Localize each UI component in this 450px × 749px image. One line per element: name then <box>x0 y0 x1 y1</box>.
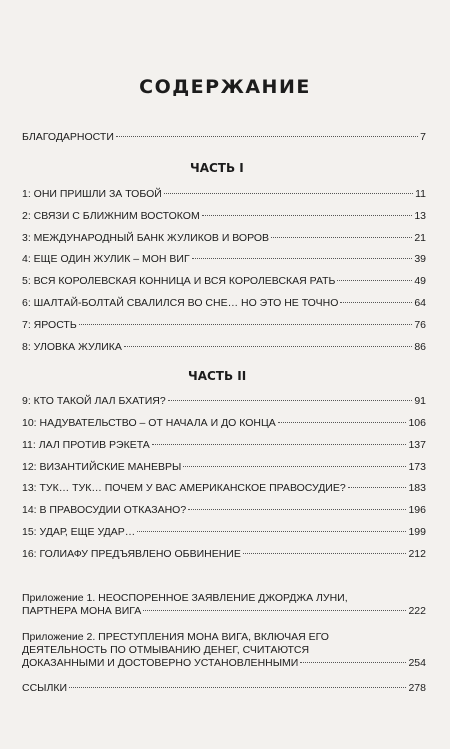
toc-entry-page: 7 <box>420 131 426 143</box>
dot-leader <box>164 193 413 194</box>
toc-entry-acknowledgments[interactable] <box>22 131 426 144</box>
toc-entry-chapter-13[interactable] <box>22 482 426 495</box>
toc-entry-label: 13: ТУК… ТУК… ПОЧЕМ У ВАС АМЕРИКАНСКОЕ ПРАВОСУДИЕ? <box>22 482 346 494</box>
toc-entry-label: 5: ВСЯ КОРОЛЕВСКАЯ КОННИЦА И ВСЯ КОРОЛЕВСКАЯ РАТЬ <box>22 275 336 287</box>
dot-leader <box>116 136 418 137</box>
dot-leader <box>202 215 413 216</box>
toc-entry-label: 8: УЛОВКА ЖУЛИКА <box>22 341 122 353</box>
toc-entry-label: 1: ОНИ ПРИШЛИ ЗА ТОБОЙ <box>22 188 162 200</box>
appendix-line: ПАРТНЕРА МОНА ВИГА <box>22 605 142 617</box>
appendix-line: ДЕЯТЕЛЬНОСТЬ ПО ОТМЫВАНИЮ ДЕНЕГ, СЧИТАЮТСЯ <box>22 644 310 656</box>
dot-leader <box>137 531 406 532</box>
toc-entry-label: 12: ВИЗАНТИЙСКИЕ МАНЕВРЫ <box>22 461 182 473</box>
part-heading-2: ЧАСТЬ II <box>188 369 247 383</box>
toc-entry-chapter-10[interactable] <box>22 417 426 430</box>
dot-leader <box>183 466 406 467</box>
toc-entry-chapter-1[interactable] <box>22 188 426 201</box>
toc-entry-page: 199 <box>408 526 426 538</box>
dot-leader <box>79 324 413 325</box>
toc-entry-chapter-14[interactable] <box>22 504 426 517</box>
appendix-last-line <box>22 657 426 670</box>
toc-entry-label: 4: ЕЩЕ ОДИН ЖУЛИК – МОН ВИГ <box>22 253 190 265</box>
toc-entry-page: 106 <box>408 417 426 429</box>
dot-leader <box>192 258 413 259</box>
toc-entry-chapter-11[interactable] <box>22 439 426 452</box>
toc-entry-page: 183 <box>408 482 426 494</box>
toc-entry-appendix-1[interactable] <box>22 592 426 618</box>
dot-leader <box>348 487 407 488</box>
toc-entry-page: 21 <box>414 232 426 244</box>
appendix-line: ДОКАЗАННЫМИ И ДОСТОВЕРНО УСТАНОВЛЕННЫМИ <box>22 657 299 669</box>
toc-entry-page: 173 <box>408 461 426 473</box>
toc-entry-chapter-12[interactable] <box>22 461 426 474</box>
toc-entry-chapter-7[interactable] <box>22 319 426 332</box>
dot-leader <box>243 553 407 554</box>
dot-leader <box>340 302 412 303</box>
dot-leader <box>152 444 407 445</box>
toc-entry-appendix-2[interactable] <box>22 631 426 670</box>
toc-entry-page: 86 <box>414 341 426 353</box>
toc-entry-chapter-5[interactable] <box>22 275 426 288</box>
toc-entry-page: 212 <box>408 548 426 560</box>
toc-entry-page: 254 <box>408 657 426 669</box>
toc-entry-page: 137 <box>408 439 426 451</box>
toc-entry-chapter-15[interactable] <box>22 526 426 539</box>
toc-entry-label: 3: МЕЖДУНАРОДНЫЙ БАНК ЖУЛИКОВ И ВОРОВ <box>22 232 270 244</box>
toc-entry-chapter-3[interactable] <box>22 232 426 245</box>
toc-entry-label: БЛАГОДАРНОСТИ <box>22 131 114 143</box>
toc-entry-page: 222 <box>408 605 426 617</box>
toc-entry-label: 15: УДАР, ЕЩЕ УДАР… <box>22 526 136 538</box>
toc-entry-page: 278 <box>408 682 426 694</box>
dot-leader <box>271 237 412 238</box>
dot-leader <box>143 610 406 611</box>
toc-entry-chapter-2[interactable] <box>22 210 426 223</box>
toc-entry-label: 9: КТО ТАКОЙ ЛАЛ БХАТИЯ? <box>22 395 166 407</box>
dot-leader <box>124 346 412 347</box>
toc-entry-label: 16: ГОЛИАФУ ПРЕДЪЯВЛЕНО ОБВИНЕНИЕ <box>22 548 241 560</box>
toc-entry-label: 10: НАДУВАТЕЛЬСТВО – ОТ НАЧАЛА И ДО КОНЦА <box>22 417 276 429</box>
toc-entry-page: 13 <box>414 210 426 222</box>
appendix-last-line <box>22 605 426 618</box>
part-heading-1: ЧАСТЬ I <box>190 161 244 175</box>
appendix-line: Приложение 2. ПРЕСТУПЛЕНИЯ МОНА ВИГА, ВКЛЮЧАЯ ЕГО <box>22 631 329 643</box>
dot-leader <box>168 400 413 401</box>
toc-entry-chapter-8[interactable] <box>22 341 426 354</box>
toc-entry-chapter-6[interactable] <box>22 297 426 310</box>
toc-entry-chapter-4[interactable] <box>22 253 426 266</box>
toc-entry-page: 91 <box>414 395 426 407</box>
toc-entry-page: 49 <box>414 275 426 287</box>
dot-leader <box>69 687 406 688</box>
toc-entry-links[interactable] <box>22 682 426 695</box>
dot-leader <box>300 662 406 663</box>
toc-entry-page: 76 <box>414 319 426 331</box>
dot-leader <box>188 509 406 510</box>
toc-entry-page: 39 <box>414 253 426 265</box>
dot-leader <box>278 422 407 423</box>
toc-entry-chapter-16[interactable] <box>22 548 426 561</box>
toc-entry-page: 64 <box>414 297 426 309</box>
toc-entry-page: 196 <box>408 504 426 516</box>
toc-entry-page: 11 <box>415 188 426 200</box>
toc-entry-chapter-9[interactable] <box>22 395 426 408</box>
toc-entry-label: 6: ШАЛТАЙ-БОЛТАЙ СВАЛИЛСЯ ВО СНЕ… НО ЭТО НЕ ТОЧНО <box>22 297 339 309</box>
page-title: СОДЕРЖАНИЕ <box>139 76 311 98</box>
appendix-line: Приложение 1. НЕОСПОРЕННОЕ ЗАЯВЛЕНИЕ ДЖОРДЖА ЛУНИ, <box>22 592 348 604</box>
dot-leader <box>337 280 412 281</box>
toc-entry-label: 11: ЛАЛ ПРОТИВ РЭКЕТА <box>22 439 150 451</box>
toc-entry-label: 7: ЯРОСТЬ <box>22 319 77 331</box>
toc-entry-label: 2: СВЯЗИ С БЛИЖНИМ ВОСТОКОМ <box>22 210 200 222</box>
toc-entry-label: 14: В ПРАВОСУДИИ ОТКАЗАНО? <box>22 504 187 516</box>
toc-entry-label: ССЫЛКИ <box>22 682 68 694</box>
